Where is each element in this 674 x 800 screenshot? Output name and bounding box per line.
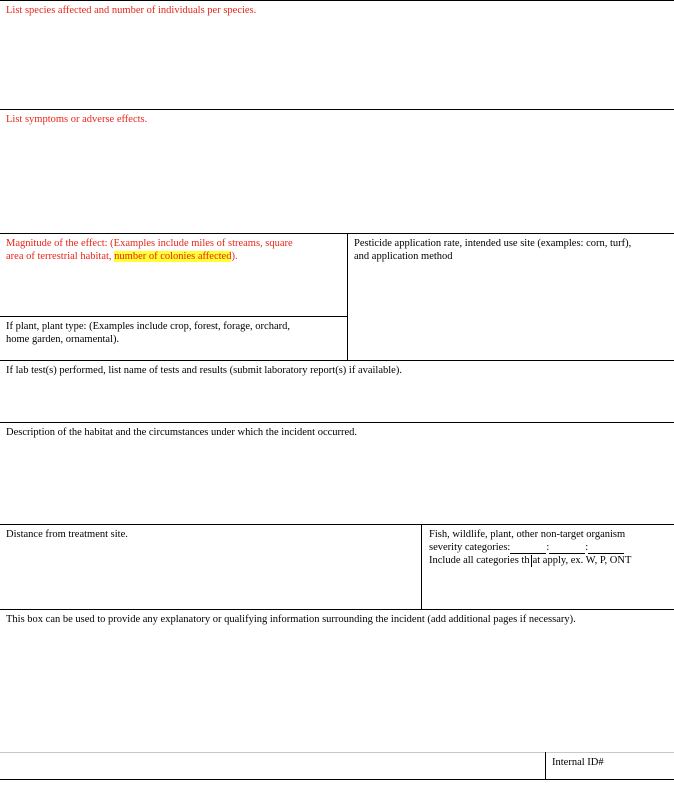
distance-label: Distance from treatment site. [6,529,128,540]
magnitude-section[interactable] [0,234,347,316]
plant-type-label-line1: If plant, plant type: (Examples include crop, forest, forage, orchard, [6,321,290,332]
severity-category-blank-1[interactable] [510,543,546,554]
severity-instructions-part1: Include all categories th [429,555,530,566]
internal-id-label: Internal ID# [552,757,604,768]
magnitude-label-end: ). [231,251,238,262]
severity-category-blank-2[interactable] [549,543,585,554]
severity-label-line1: Fish, wildlife, plant, other non-target organism [429,529,626,540]
explanatory-section[interactable] [0,610,674,752]
severity-separator-2: : [585,542,589,553]
severity-categories-label: severity categories: [429,542,511,553]
rule-bottom [0,779,674,780]
symptoms-section[interactable] [0,110,674,233]
pesticide-section[interactable] [348,234,674,360]
magnitude-label-part: area of terrestrial habitat, [6,251,115,262]
habitat-section[interactable] [0,423,674,524]
habitat-label: Description of the habitat and the circumstances under which the incident occurred. [6,427,358,438]
pesticide-label-line2: and application method [354,251,453,262]
severity-categories-line [429,541,668,554]
plant-type-label-line2: home garden, ornamental). [6,334,120,345]
severity-section[interactable] [422,525,674,609]
severity-instructions-part2: at apply, ex. W, P, ONT [532,555,632,566]
lab-tests-section[interactable] [0,361,674,422]
lab-tests-label: If lab test(s) performed, list name of tests and results (submit laboratory report(s) if available). [6,365,402,376]
symptoms-label: List symptoms or adverse effects. [6,114,148,125]
severity-category-blank-3[interactable] [588,543,624,554]
severity-separator-1: : [546,542,550,553]
plant-type-section[interactable] [0,317,347,360]
magnitude-label-line1: Magnitude of the effect: (Examples include miles of streams, square [6,238,293,249]
explanatory-label: This box can be used to provide any explanatory or qualifying information surrounding the incident (add additional pages if necessary). [6,614,576,625]
species-section[interactable] [0,1,674,109]
magnitude-label-line2 [6,250,341,263]
distance-section[interactable] [0,525,421,609]
text-cursor [531,555,532,567]
pesticide-label-line1: Pesticide application rate, intended use site (examples: corn, turf), [354,238,632,249]
species-label: List species affected and number of individuals per species. [6,5,257,16]
severity-instructions-line [429,554,668,567]
internal-id-section[interactable] [546,753,674,779]
magnitude-highlighted-text: number of colonies affected [114,251,232,262]
